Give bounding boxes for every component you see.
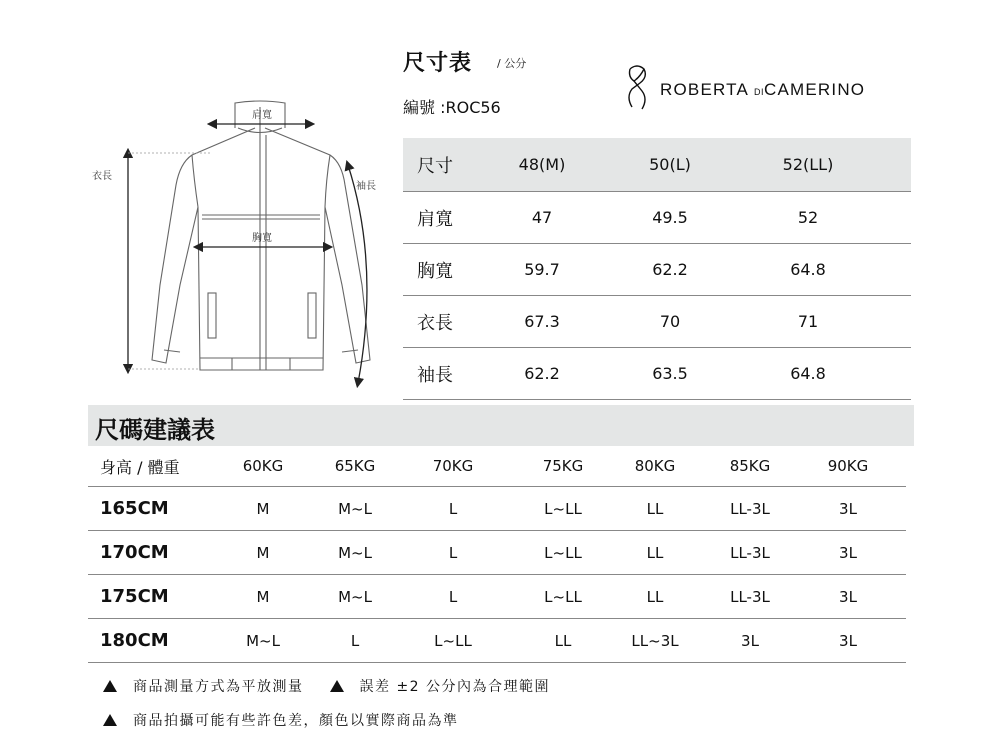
- note-line-1: [103, 676, 576, 696]
- value-m: 47: [531, 208, 553, 227]
- note-item: [103, 676, 304, 696]
- header-weight: 60KG: [242, 457, 284, 475]
- brand-name: [660, 80, 865, 100]
- measurement-table: [403, 138, 911, 400]
- size-cell: 3L: [839, 587, 857, 606]
- measurement-row-shoulder: [403, 192, 911, 244]
- triangle-bullet-icon: [103, 680, 117, 692]
- size-cell: M~L: [338, 543, 372, 562]
- header-size-label: 尺寸: [417, 155, 453, 177]
- size-cell: 3L: [839, 499, 857, 518]
- row-height: 170CM: [100, 542, 169, 563]
- size-cell: LL: [554, 631, 572, 650]
- brand-name-part-1: ROBERTA: [660, 80, 749, 99]
- header-height-weight: 身高 / 體重: [100, 457, 180, 477]
- size-cell: 3L: [839, 631, 857, 650]
- size-cell: LL-3L: [730, 543, 770, 562]
- size-cell: L~LL: [544, 587, 582, 606]
- row-label: 肩寬: [417, 208, 453, 230]
- size-cell: L~LL: [434, 631, 472, 650]
- value-m: 62.2: [524, 364, 560, 383]
- value-ll: 52: [797, 208, 819, 227]
- value-l: 63.5: [652, 364, 688, 383]
- note-text: 誤差 ±2 公分內為合理範圍: [359, 679, 551, 695]
- note-text: 商品拍攝可能有些許色差，顏色以實際商品為準: [133, 713, 459, 729]
- recommendation-header: [88, 446, 906, 487]
- size-cell: M~L: [338, 587, 372, 606]
- triangle-bullet-icon: [103, 714, 117, 726]
- value-l: 62.2: [652, 260, 688, 279]
- size-cell: LL: [646, 543, 664, 562]
- row-label: 袖長: [417, 364, 453, 386]
- sleeve-length-label: 袖長: [356, 181, 376, 192]
- recommendation-row: [88, 531, 906, 575]
- measurement-row-sleeve: [403, 348, 911, 400]
- header-weight: 75KG: [542, 457, 584, 475]
- size-cell: L: [448, 587, 458, 606]
- header-weight: 65KG: [334, 457, 376, 475]
- size-cell: LL-3L: [730, 499, 770, 518]
- unit-label: / 公分: [497, 57, 527, 70]
- header-weight: 90KG: [827, 457, 869, 475]
- note-item: [330, 676, 551, 696]
- size-cell: LL-3L: [730, 587, 770, 606]
- size-cell: M: [256, 499, 270, 518]
- recommendation-row: [88, 575, 906, 619]
- measurement-table-header: [403, 138, 911, 192]
- header-weight: 70KG: [432, 457, 474, 475]
- recommendation-table: [88, 446, 906, 663]
- size-cell: 3L: [839, 543, 857, 562]
- measurement-row-length: [403, 296, 911, 348]
- brand-name-part-2: CAMERINO: [764, 80, 866, 99]
- size-cell: L: [448, 543, 458, 562]
- value-ll: 64.8: [790, 260, 826, 279]
- size-cell: M~L: [246, 631, 280, 650]
- size-cell: M~L: [338, 499, 372, 518]
- size-cell: L~LL: [544, 499, 582, 518]
- size-cell: LL: [646, 587, 664, 606]
- row-height: 180CM: [100, 630, 169, 651]
- value-ll: 64.8: [790, 364, 826, 383]
- header-weight: 80KG: [634, 457, 676, 475]
- recommendation-row: [88, 487, 906, 531]
- header-weight: 85KG: [729, 457, 771, 475]
- size-cell: LL: [646, 499, 664, 518]
- row-height: 165CM: [100, 498, 169, 519]
- note-line-2: [103, 710, 485, 730]
- value-l: 70: [659, 312, 681, 331]
- chest-width-label: 胸寬: [252, 233, 272, 244]
- size-cell: M: [256, 543, 270, 562]
- triangle-bullet-icon: [330, 680, 344, 692]
- model-number: 編號 :ROC56: [403, 98, 501, 117]
- recommendation-row: [88, 619, 906, 663]
- value-l: 49.5: [652, 208, 688, 227]
- value-m: 59.7: [524, 260, 560, 279]
- header-size-l: 50(L): [649, 155, 691, 174]
- size-cell: M: [256, 587, 270, 606]
- recommendation-title: 尺碼建議表: [95, 416, 215, 444]
- jacket-diagram: [80, 95, 390, 395]
- jacket-outline-drawing: [80, 95, 390, 395]
- header-size-ll: 52(LL): [782, 155, 834, 174]
- size-cell: 3L: [741, 631, 759, 650]
- size-chart-title: 尺寸表: [403, 51, 473, 76]
- measurement-row-chest: [403, 244, 911, 296]
- size-cell: L~LL: [544, 543, 582, 562]
- note-item: [103, 710, 459, 730]
- note-text: 商品測量方式為平放測量: [133, 679, 304, 695]
- size-cell: LL~3L: [631, 631, 679, 650]
- brand-logo-icon: [622, 63, 652, 113]
- size-cell: L: [350, 631, 360, 650]
- row-label: 胸寬: [417, 260, 453, 282]
- size-cell: L: [448, 499, 458, 518]
- row-height: 175CM: [100, 586, 169, 607]
- shoulder-width-label: 肩寬: [252, 110, 272, 121]
- body-length-label: 衣長: [92, 171, 112, 182]
- value-ll: 71: [797, 312, 819, 331]
- row-label: 衣長: [417, 312, 453, 334]
- brand-name-di: DI: [754, 87, 765, 97]
- header-size-m: 48(M): [518, 155, 566, 174]
- value-m: 67.3: [524, 312, 560, 331]
